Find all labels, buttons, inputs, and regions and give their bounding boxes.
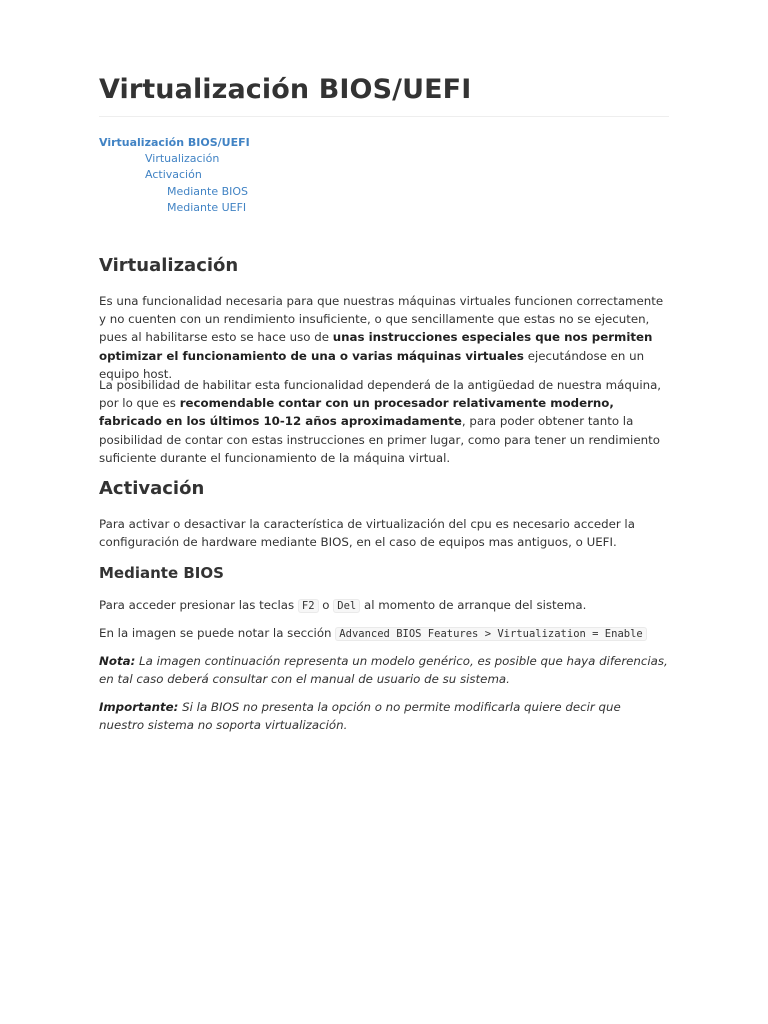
paragraph-activacion-1: Para activar o desactivar la característica de virtualización del cpu es necesario acceder la configuración de hardware mediante BIOS, en el caso de equipos mas antiguos, o UEFI. [99,517,635,550]
section-heading-mediante-bios: Mediante BIOS [99,564,224,582]
paragraph-text: ejecutándose en un equipo host. [99,348,645,381]
paragraph-bios-path [99,624,669,643]
toc-link-virtualizacion[interactable]: Virtualización [145,152,220,166]
toc-link-activacion[interactable]: Activación [145,168,202,182]
note-label: Nota: [99,654,136,668]
toc-link-mediante-bios[interactable]: Mediante BIOS [167,184,249,198]
paragraph-text: En la imagen se puede notar la sección [99,626,336,640]
key-code-del: Del [333,599,360,613]
key-code-f2: F2 [298,599,319,613]
bios-path-code: Advanced BIOS Features > Virtualization = Enable [335,627,646,641]
bold-text: unas instrucciones especiales que nos permiten optimizar el funcionamiento de una o varias máquinas virtuales [99,330,653,363]
toc-link-virtualizacion-bios-uefi[interactable]: Virtualización BIOS/UEFI [99,136,250,149]
title-divider [99,116,669,117]
important-paragraph [99,698,669,734]
section-heading-activacion: Activación [99,478,205,499]
toc-link-mediante-uefi[interactable]: Mediante UEFI [167,200,247,214]
paragraph-text: o [318,598,334,612]
paragraph-virtualizacion-2 [99,376,669,467]
section-heading-virtualizacion: Virtualización [99,255,239,276]
paragraph-text: Para acceder presionar las teclas [99,598,298,612]
important-label: Importante: [99,700,179,714]
important-text: Si la BIOS no presenta la opción o no permite modificarla quiere decir que nuestro sistema no soporta virtualización. [99,700,621,733]
bold-text: recomendable contar con un procesador relativamente moderno, fabricado en los últimos 10-12 años aproximadamente [99,396,614,429]
paragraph-virtualizacion-1 [99,292,669,383]
note-text: La imagen continuación representa un modelo genérico, es posible que haya diferencias, en tal caso deberá consultar con el manual de usuario de su sistema. [99,654,668,687]
paragraph-text: La posibilidad de habilitar esta funcionalidad dependerá de la antigüedad de nuestra máquina, por lo que es [99,378,662,411]
note-paragraph [99,652,669,688]
paragraph-text: al momento de arranque del sistema. [360,598,587,612]
paragraph-text: Es una funcionalidad necesaria para que nuestras máquinas virtuales funcionen correctamente y no cuenten con un rendimiento insuficiente, o que sencillamente que estas no se ejecuten, pues al habilitarse esto se hace uso de [99,294,664,345]
page-title: Virtualización BIOS/UEFI [99,74,472,105]
paragraph-bios-keys [99,596,669,615]
table-of-contents [99,135,250,216]
paragraph-text: , para poder obtener tanto la posibilidad de contar con estas instrucciones en primer lugar, como para tener un rendimiento suficiente durante el funcionamiento de la máquina virtual. [99,414,660,465]
